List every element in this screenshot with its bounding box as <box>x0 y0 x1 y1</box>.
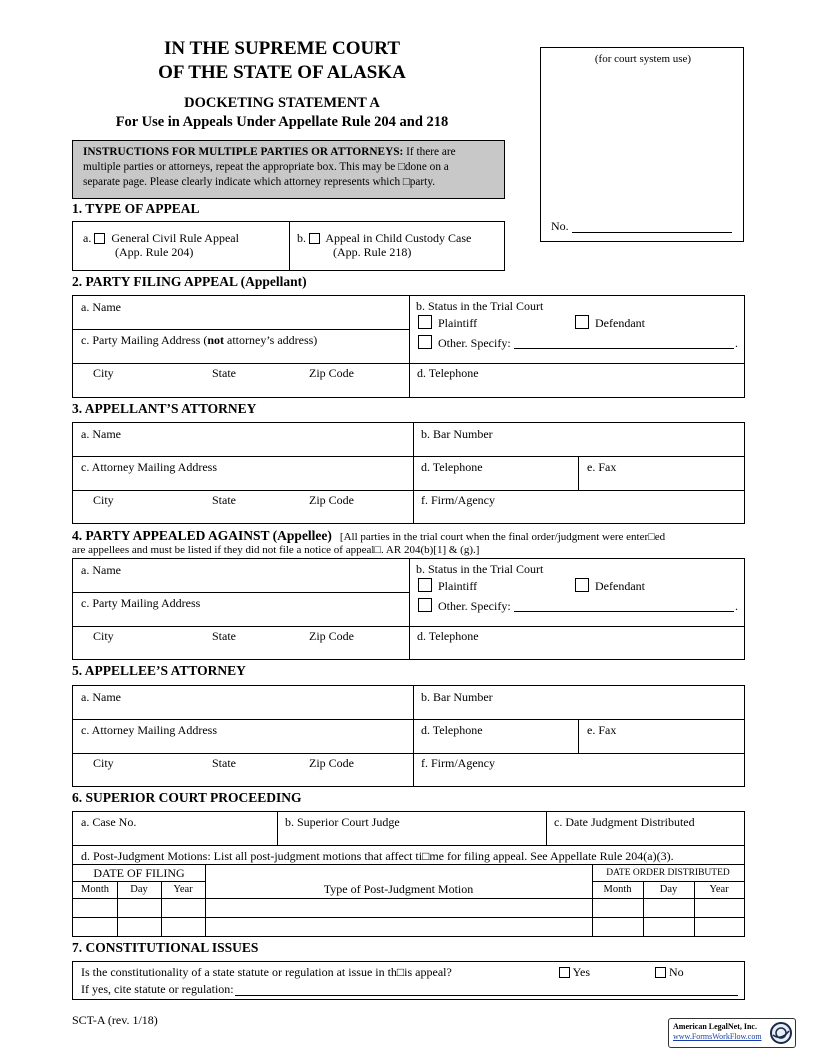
appellant-attorney-name-label[interactable]: a. Name <box>81 427 121 441</box>
filing-day-header: Day <box>130 884 148 895</box>
appellee-attorney-fax-label[interactable]: e. Fax <box>587 723 617 737</box>
appellant-name-label[interactable]: a. Name <box>81 300 121 314</box>
date-judgment-distributed-label[interactable]: c. Date Judgment Distributed <box>554 815 695 829</box>
appellant-state-label[interactable]: State <box>212 366 236 380</box>
doc-subtitle: For Use in Appeals Under Appellate Rule 204 and 218 <box>115 114 449 130</box>
appellant-attorney-address-label[interactable]: c. Attorney Mailing Address <box>81 460 217 474</box>
section7-title: 7. CONSTITUTIONAL ISSUES <box>72 940 259 955</box>
appellant-phone-label[interactable]: d. Telephone <box>417 366 479 380</box>
court-use-box <box>540 47 744 242</box>
court-no-field[interactable] <box>572 232 732 233</box>
appellee-phone-label[interactable]: d. Telephone <box>417 629 479 643</box>
order-day-header: Day <box>659 884 678 895</box>
court-title-line2: OF THE STATE OF ALASKA <box>158 62 406 83</box>
date-order-distributed-header: DATE ORDER DISTRIBUTED <box>606 868 730 878</box>
section6-title: 6. SUPERIOR COURT PROCEEDING <box>72 790 302 805</box>
appellant-attorney-bar-label[interactable]: b. Bar Number <box>421 427 493 441</box>
cite-field[interactable] <box>235 995 738 996</box>
section4-title: 4. PARTY APPEALED AGAINST (Appellee) <box>72 528 332 543</box>
motion-row-1[interactable] <box>73 899 744 917</box>
court-no-label: No. <box>551 219 569 233</box>
appellee-other-option[interactable]: Other. Specify: <box>418 598 511 614</box>
appellant-status-label: b. Status in the Trial Court <box>416 299 544 313</box>
form-id: SCT-A (rev. 1/18) <box>72 1013 158 1027</box>
instructions-line1: INSTRUCTIONS FOR MULTIPLE PARTIES OR ATTORNEYS: If there are <box>83 146 456 158</box>
date-of-filing-header: DATE OF FILING <box>93 866 185 880</box>
appellant-attorney-state-label[interactable]: State <box>212 493 236 507</box>
section4-note-line2: are appellees and must be listed if they did not file a notice of appeal□. AR 204(b)[1] & (g).] <box>72 544 480 556</box>
logo-url: www.FormsWorkFlow.com <box>673 1032 762 1041</box>
type-of-appeal-box <box>72 221 505 271</box>
checkbox-child-custody[interactable] <box>309 233 320 244</box>
checkbox-defendant[interactable] <box>575 315 589 329</box>
section5-title: 5. APPELLEE’S ATTORNEY <box>72 663 246 678</box>
appellant-attorney-fax-label[interactable]: e. Fax <box>587 460 617 474</box>
appellee-zip-label[interactable]: Zip Code <box>309 629 354 643</box>
doc-title: DOCKETING STATEMENT A <box>184 95 380 111</box>
publisher-logo[interactable] <box>668 1018 796 1048</box>
checkbox-other[interactable] <box>418 335 432 349</box>
motion-type-header: Type of Post-Judgment Motion <box>323 882 474 896</box>
instructions-box <box>72 140 505 199</box>
appellant-attorney-phone-label[interactable]: d. Telephone <box>421 460 483 474</box>
filing-month-header: Month <box>80 884 109 895</box>
appellee-attorney-name-label[interactable]: a. Name <box>81 690 121 704</box>
appellee-attorney-address-label[interactable]: c. Attorney Mailing Address <box>81 723 217 737</box>
checkbox-no[interactable] <box>655 967 666 978</box>
section4-note-line1: [All parties in the trial court when the final order/judgment were enter□ed <box>339 531 666 543</box>
appellee-city-label[interactable]: City <box>93 629 114 643</box>
appellee-attorney-box <box>72 685 745 787</box>
constitutional-question: Is the constitutionality of a state statute or regulation at issue in th□is appeal? <box>81 965 452 979</box>
appellee-attorney-phone-label[interactable]: d. Telephone <box>421 723 483 737</box>
appellant-zip-label[interactable]: Zip Code <box>309 366 354 380</box>
order-month-header: Month <box>603 884 632 895</box>
appellant-other-option[interactable]: Other. Specify: <box>418 335 511 351</box>
appellee-attorney-bar-label[interactable]: b. Bar Number <box>421 690 493 704</box>
section4-heading <box>72 527 665 545</box>
globe-icon <box>769 1021 793 1045</box>
checkbox-plaintiff[interactable] <box>418 315 432 329</box>
option-b[interactable]: b. Appeal in Child Custody Case (App. Rule 218) <box>297 231 472 259</box>
post-judgment-motions-label: d. Post-Judgment Motions: List all post-judgment motions that affect ti□me for filing appeal. See Appellate Rule 204(a)(3). <box>81 849 674 863</box>
appellant-defendant-option[interactable]: Defendant <box>575 315 645 331</box>
appellee-attorney-firm-label[interactable]: f. Firm/Agency <box>421 756 495 770</box>
appellant-city-label[interactable]: City <box>93 366 114 380</box>
superior-court-box <box>72 811 745 937</box>
appellant-attorney-zip-label[interactable]: Zip Code <box>309 493 354 507</box>
appellant-box: a. Name b. Status in the Trial Court Plaintiff Defendant c. Party Mailing Address (not attorney’s address) Other. Specify: . City State Zip Code d. Telephone <box>72 295 745 398</box>
checkbox-general-civil[interactable] <box>94 233 105 244</box>
yes-option[interactable]: Yes <box>559 965 590 980</box>
section1-title: 1. TYPE OF APPEAL <box>72 201 200 216</box>
appellant-attorney-city-label[interactable]: City <box>93 493 114 507</box>
appellee-attorney-state-label[interactable]: State <box>212 756 236 770</box>
appellee-state-label[interactable]: State <box>212 629 236 643</box>
appellant-attorney-firm-label[interactable]: f. Firm/Agency <box>421 493 495 507</box>
instructions-line2: multiple parties or attorneys, repeat the appropriate box. This may be □done on a <box>83 161 449 173</box>
appellee-address-label[interactable]: c. Party Mailing Address <box>81 596 201 610</box>
cite-label: If yes, cite statute or regulation: <box>81 982 234 996</box>
appellee-other-specify-field[interactable] <box>514 611 734 612</box>
appellant-attorney-box <box>72 422 745 524</box>
section3-title: 3. APPELLANT’S ATTORNEY <box>72 401 257 416</box>
constitutional-box <box>72 961 745 1000</box>
appellee-name-label[interactable]: a. Name <box>81 563 121 577</box>
checkbox-plaintiff[interactable] <box>418 578 432 592</box>
case-no-label[interactable]: a. Case No. <box>81 815 137 829</box>
appellee-attorney-city-label[interactable]: City <box>93 756 114 770</box>
checkbox-other[interactable] <box>418 598 432 612</box>
appellant-other-specify-field[interactable] <box>514 348 734 349</box>
section2-title: 2. PARTY FILING APPEAL (Appellant) <box>72 274 307 289</box>
checkbox-defendant[interactable] <box>575 578 589 592</box>
appellee-status-label: b. Status in the Trial Court <box>416 562 544 576</box>
judge-label[interactable]: b. Superior Court Judge <box>285 815 400 829</box>
option-a[interactable]: a. General Civil Rule Appeal (App. Rule 204) <box>83 231 239 259</box>
court-title-line1: IN THE SUPREME COURT <box>164 38 400 59</box>
no-option[interactable]: No <box>655 965 684 980</box>
motion-row-2[interactable] <box>73 918 744 936</box>
appellant-plaintiff-option[interactable]: Plaintiff <box>418 315 477 331</box>
appellee-box: a. Name b. Status in the Trial Court Plaintiff Defendant c. Party Mailing Address Other. Specify: . City State Zip Code d. Telephone <box>72 558 745 660</box>
filing-year-header: Year <box>173 884 193 895</box>
instructions-line3: separate page. Please clearly indicate which attorney represents which □party. <box>83 176 436 188</box>
appellee-defendant-option[interactable]: Defendant <box>575 578 645 594</box>
checkbox-yes[interactable] <box>559 967 570 978</box>
appellant-address-label[interactable]: c. Party Mailing Address (not attorney’s address) <box>81 333 318 347</box>
appellee-attorney-zip-label[interactable]: Zip Code <box>309 756 354 770</box>
appellee-plaintiff-option[interactable]: Plaintiff <box>418 578 477 594</box>
order-year-header: Year <box>709 884 729 895</box>
logo-name: American LegalNet, Inc. <box>673 1022 757 1031</box>
court-use-label: (for court system use) <box>594 53 692 65</box>
